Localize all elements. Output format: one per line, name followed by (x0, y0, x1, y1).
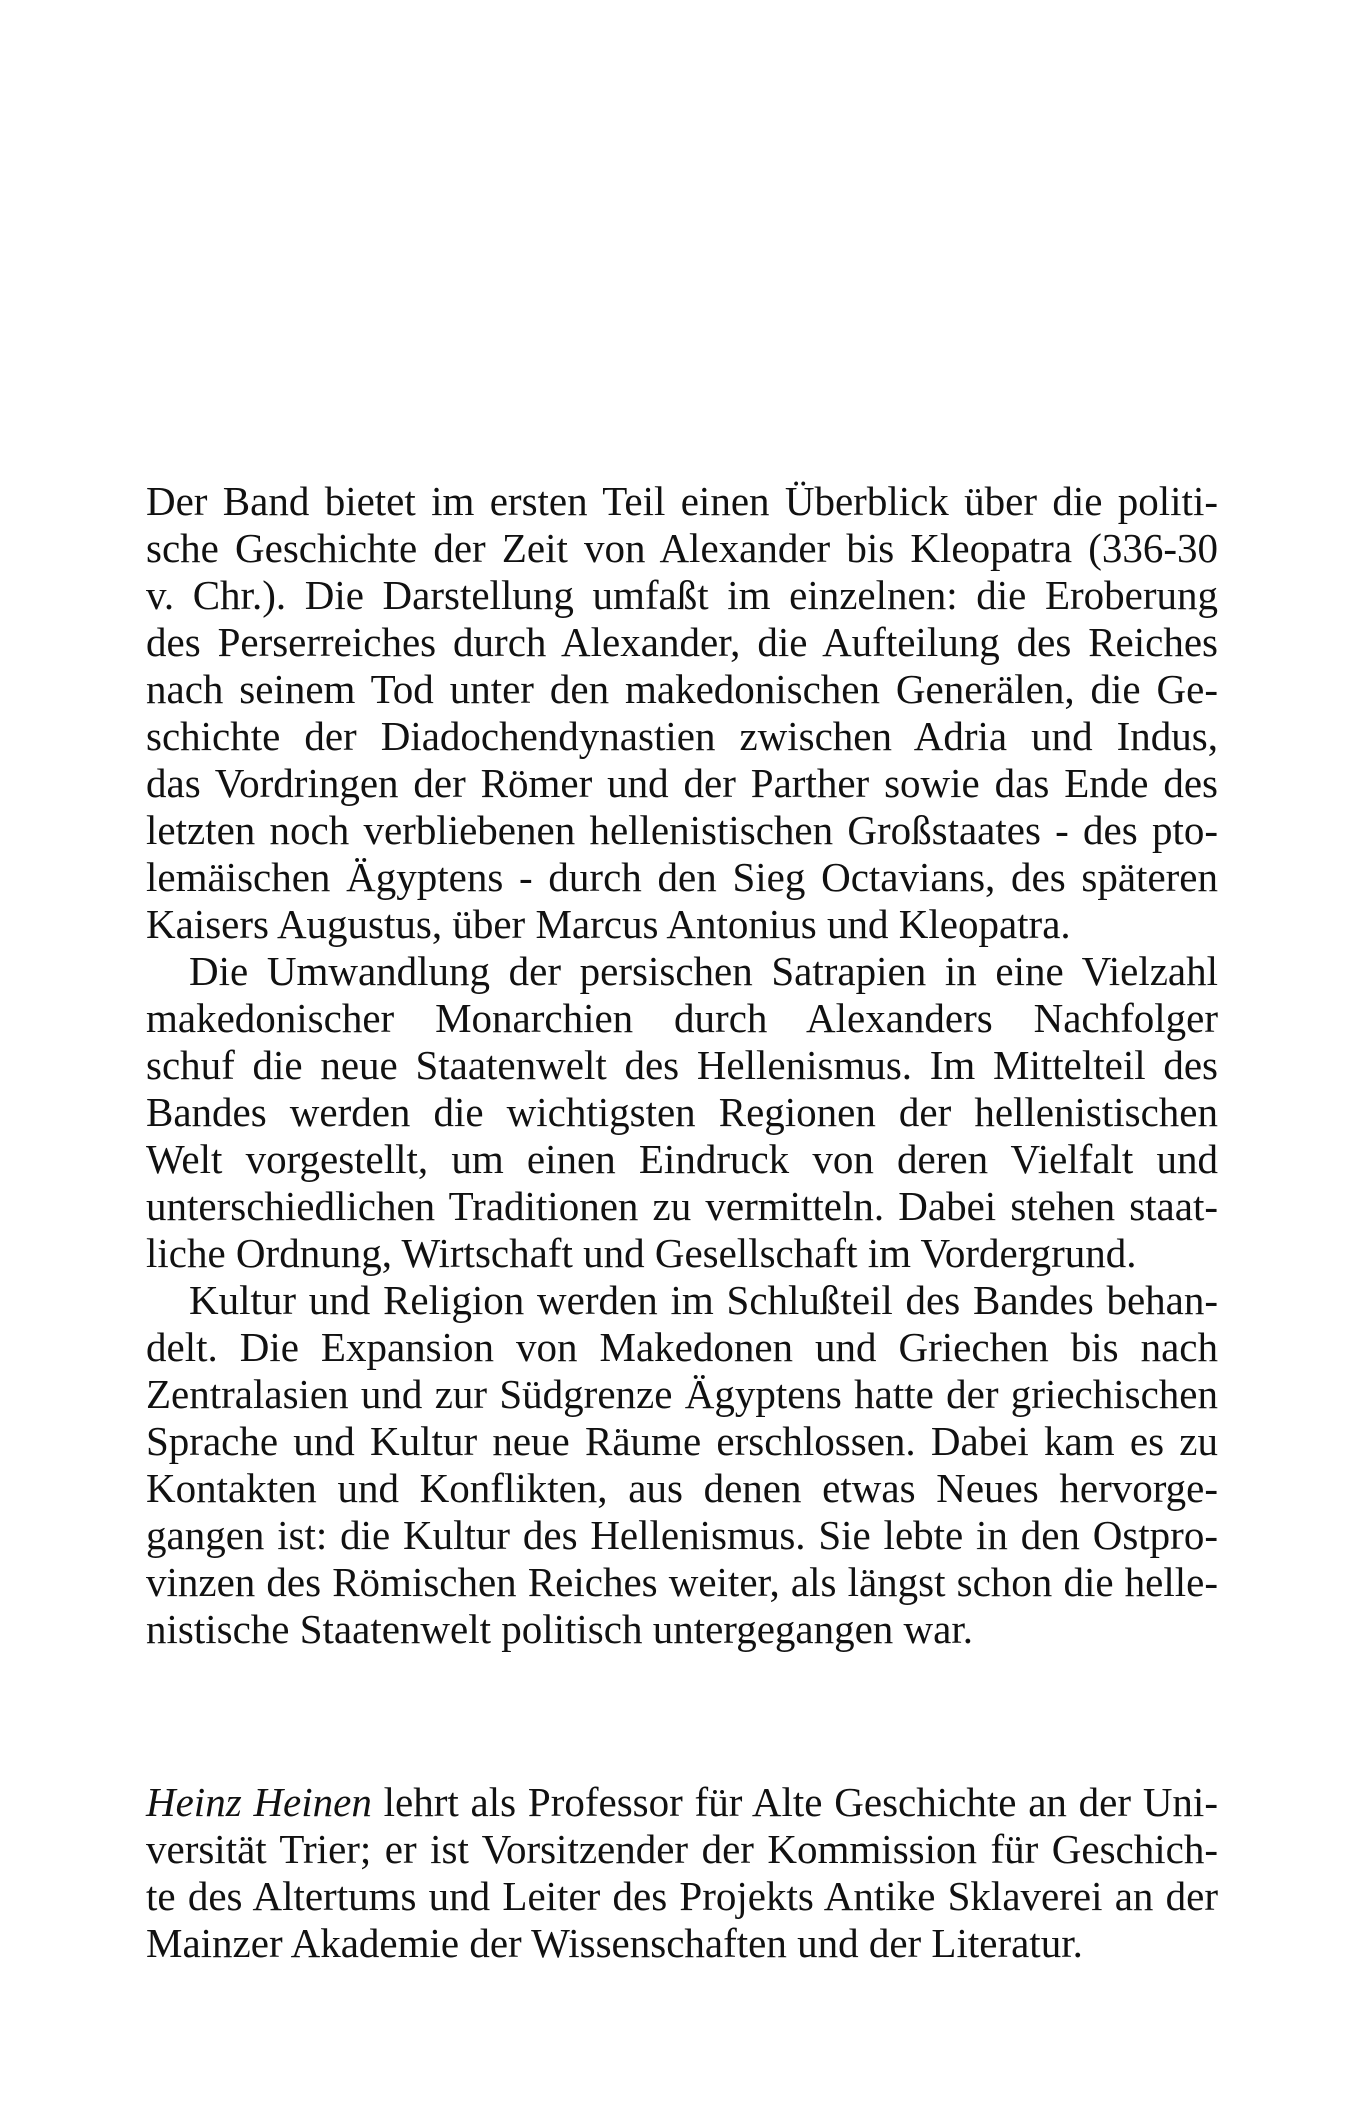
text-line: vinzen des Römischen Reiches weiter, als längst schon die helle- (146, 1559, 1218, 1605)
description-paragraph-2 (146, 948, 1218, 1277)
text-line: unterschiedlichen Traditionen zu vermitteln. Dabei stehen staat- (146, 1183, 1218, 1229)
text-line: Bandes werden die wichtigsten Regionen der hellenistischen (146, 1089, 1218, 1135)
text-line: v. Chr.). Die Darstellung umfaßt im einzelnen: die Eroberung (146, 572, 1218, 618)
author-bio (146, 1779, 1218, 1967)
description-paragraph-1 (146, 478, 1218, 948)
text-line: liche Ordnung, Wirtschaft und Gesellschaft im Vordergrund. (146, 1230, 1137, 1276)
text-line: schuf die neue Staatenwelt des Hellenismus. Im Mittelteil des (146, 1042, 1218, 1088)
text-line: des Perserreiches durch Alexander, die Aufteilung des Reiches (146, 619, 1218, 665)
text-line: nach seinem Tod unter den makedonischen Generälen, die Ge- (146, 666, 1218, 712)
author-name: Heinz Heinen (146, 1779, 372, 1825)
text-line: delt. Die Expansion von Makedonen und Griechen bis nach (146, 1324, 1218, 1370)
text-line: makedonischer Monarchien durch Alexanders Nachfolger (146, 995, 1218, 1041)
author-bio-text: lehrt als Professor für Alte Geschichte an der Uni- (371, 1779, 1218, 1825)
text-line: lemäischen Ägyptens - durch den Sieg Octavians, des späteren (146, 854, 1218, 900)
text-line: Kaisers Augustus, über Marcus Antonius und Kleopatra. (146, 901, 1071, 947)
text-line: Sprache und Kultur neue Räume erschlossen. Dabei kam es zu (146, 1418, 1218, 1464)
text-line: sche Geschichte der Zeit von Alexander bis Kleopatra (336-30 (146, 525, 1218, 571)
book-description (146, 478, 1218, 1653)
description-paragraph-3 (146, 1277, 1218, 1653)
text-line: nistische Staatenwelt politisch untergegangen war. (146, 1606, 974, 1652)
text-line: das Vordringen der Römer und der Parther sowie das Ende des (146, 760, 1218, 806)
text-line: schichte der Diadochendynastien zwischen Adria und Indus, (146, 713, 1218, 759)
text-line: Der Band bietet im ersten Teil einen Überblick über die politi- (146, 478, 1218, 524)
text-line: gangen ist: die Kultur des Hellenismus. Sie lebte in den Ostpro- (146, 1512, 1218, 1558)
text-line: letzten noch verbliebenen hellenistischen Großstaates - des pto- (146, 807, 1218, 853)
text-line: Zentralasien und zur Südgrenze Ägyptens hatte der griechischen (146, 1371, 1218, 1417)
text-line: versität Trier; er ist Vorsitzender der Kommission für Geschich- (146, 1826, 1218, 1872)
text-line (146, 1779, 1218, 1826)
text-line: Kultur und Religion werden im Schlußteil des Bandes behan- (189, 1277, 1218, 1323)
text-line: te des Altertums und Leiter des Projekts Antike Sklaverei an der (146, 1873, 1218, 1919)
text-line: Kontakten und Konflikten, aus denen etwas Neues hervorge- (146, 1465, 1218, 1511)
text-line: Welt vorgestellt, um einen Eindruck von deren Vielfalt und (146, 1136, 1218, 1182)
text-line: Die Umwandlung der persischen Satrapien in eine Vielzahl (189, 948, 1218, 994)
text-line: Mainzer Akademie der Wissenschaften und der Literatur. (146, 1920, 1083, 1966)
